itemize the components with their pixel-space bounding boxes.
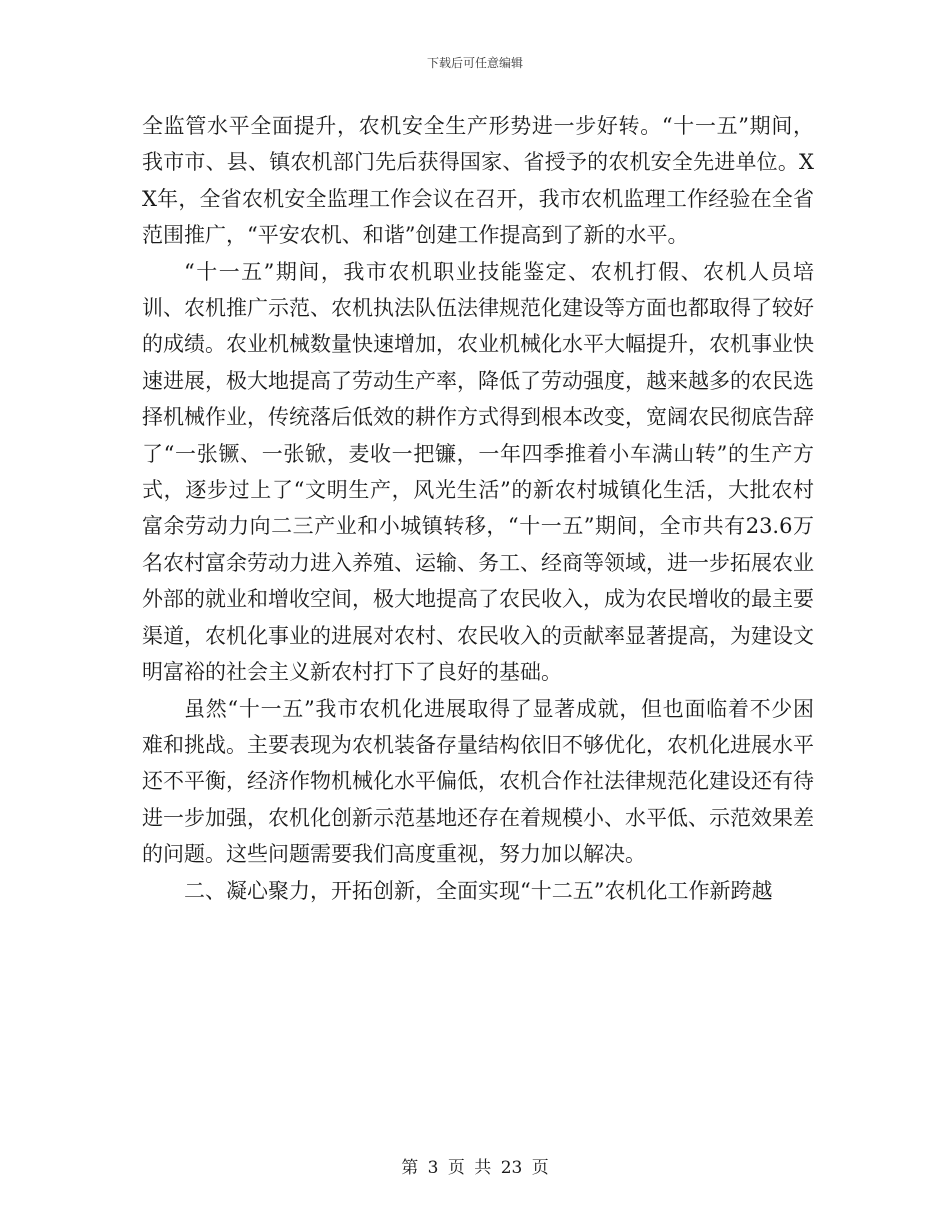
paragraph: 全监管水平全面提升，农机安全生产形势进一步好转。“十一五”期间，我市市、县、镇农机部门先后获得国家、省授予的农机安全先进单位。XX年，全省农机安全监理工作会议在召开，我市农机监理工作经验在全省范围推广，“平安农机、和谐”创建工作提高到了新的水平。 — [142, 114, 814, 248]
paragraph: 虽然“十一五”我市农机化进展取得了显著成就，但也面临着不少困难和挑战。主要表现为农机装备存量结构依旧不够优化，农机化进展水平还不平衡，经济作物机械化水平偏低，农机合作社法律规范化建设还有待进一步加强，农机化创新示范基地还存在着规模小、水平低、示范效果差的问题。这些问题需要我们高度重视，努力加以解决。 — [142, 696, 814, 867]
page-header: 下载后可任意编辑 — [426, 56, 523, 70]
document-body — [142, 108, 814, 909]
section-heading: 二、凝心聚力，开拓创新，全面实现“十二五”农机化工作新跨越 — [184, 878, 773, 903]
paragraph: “十一五”期间，我市农机职业技能鉴定、农机打假、农机人员培训、农机推广示范、农机执法队伍法律规范化建设等方面也都取得了较好的成绩。农业机械数量快速增加，农业机械化水平大幅提升，农机事业快速进展，极大地提高了劳动生产率，降低了劳动强度，越来越多的农民选择机械作业，传统落后低效的耕作方式得到根本改变，宽阔农民彻底告辞了“一张镢、一张锨，麦收一把镰，一年四季推着小车满山转”的生产方式，逐步过上了“文明生产，风光生活”的新农村城镇化生活，大批农村富余劳动力向二三产业和小城镇转移，“十一五”期间，全市共有23.6万名农村富余劳动力进入养殖、运输、务工、经商等领域，进一步拓展农业外部的就业和增收空间，极大地提高了农民收入，成为农民增收的最主要渠道，农机化事业的进展对农村、农民收入的贡献率显著提高，为建设文明富裕的社会主义新农村打下了良好的基础。 — [142, 259, 814, 685]
page-number: 第 3 页 共 23 页 — [401, 1158, 549, 1178]
